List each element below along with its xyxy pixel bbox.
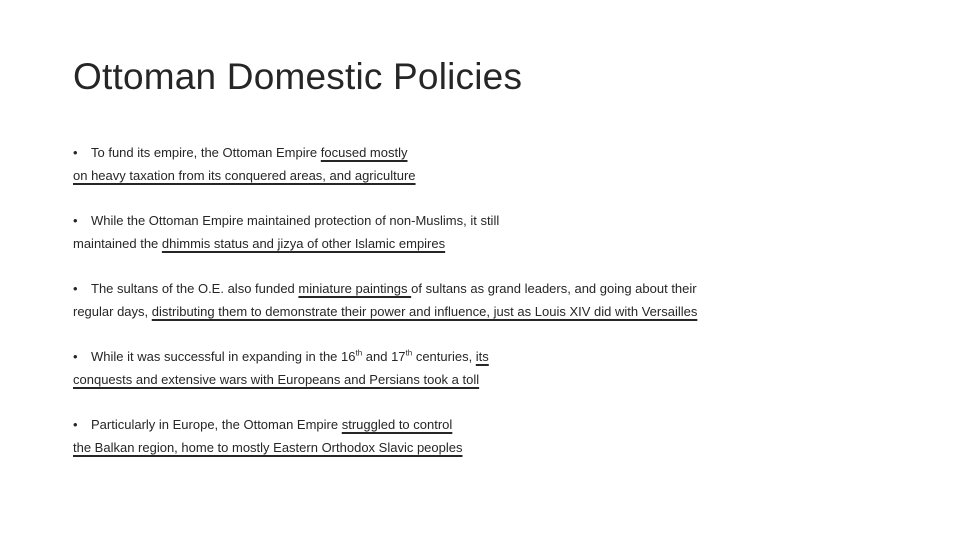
underlined-text: struggled to control <box>341 417 453 432</box>
underlined-text: dhimmis status and jizya of other Islamic empires <box>161 236 446 251</box>
bullet-text: and 17 <box>362 349 406 364</box>
bullet-3-line-2 <box>73 300 697 323</box>
bullet-text: To fund its empire, the Ottoman Empire <box>91 145 321 160</box>
bullet-2 <box>73 209 499 255</box>
superscript: th <box>355 348 363 358</box>
bullet-text: The sultans of the O.E. also funded <box>91 281 299 296</box>
bullet-dot: • <box>73 417 78 432</box>
bullet-3-line-1 <box>73 277 697 300</box>
bullet-4 <box>73 345 489 391</box>
bullet-5-line-1 <box>73 413 463 436</box>
slide-title: Ottoman Domestic Policies <box>73 56 523 97</box>
bullet-text: regular days, <box>73 304 152 319</box>
bullet-text: Particularly in Europe, the Ottoman Empire <box>91 417 342 432</box>
underlined-text: its <box>475 349 489 364</box>
underlined-text: distributing them to demonstrate their power and influence, just as Louis XIV did with Versailles <box>151 304 698 319</box>
bullet-1-line-1 <box>73 141 416 164</box>
bullet-5-line-2: the Balkan region, home to mostly Eastern Orthodox Slavic peoples <box>73 440 463 455</box>
bullet-4-line-2: conquests and extensive wars with Europeans and Persians took a toll <box>73 372 480 387</box>
bullet-text: maintained the <box>73 236 162 251</box>
superscript: th <box>405 348 413 358</box>
bullet-text: While the Ottoman Empire maintained protection of non-Muslims, it still <box>91 213 500 228</box>
bullet-dot: • <box>73 145 78 160</box>
bullet-4-line-1 <box>73 345 489 368</box>
bullet-text: While it was successful in expanding in the 16 <box>91 349 356 364</box>
underlined-text: miniature paintings <box>298 281 412 296</box>
bullet-2-line-2 <box>73 232 499 255</box>
bullet-text: centuries, <box>412 349 476 364</box>
bullet-5 <box>73 413 463 459</box>
bullet-1-line-2: on heavy taxation from its conquered areas, and agriculture <box>73 168 416 183</box>
bullet-1 <box>73 141 416 187</box>
bullet-text: of sultans as grand leaders, and going about their <box>411 281 697 296</box>
bullet-dot: • <box>73 349 78 364</box>
bullet-3 <box>73 277 697 323</box>
underlined-text: focused mostly <box>320 145 408 160</box>
bullet-dot: • <box>73 213 78 228</box>
bullet-dot: • <box>73 281 78 296</box>
bullet-2-line-1 <box>73 209 499 232</box>
